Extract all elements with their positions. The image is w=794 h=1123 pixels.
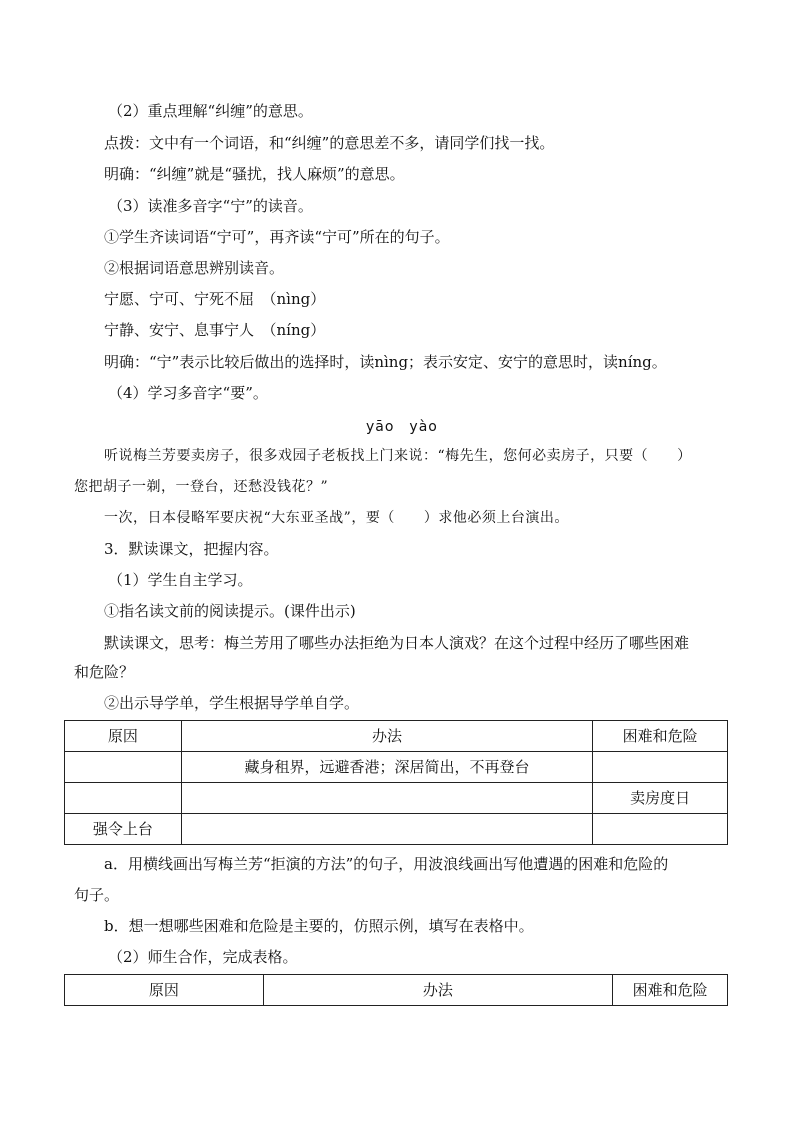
self-study-heading: （1）学生自主学习。 bbox=[108, 571, 253, 589]
table-header-row bbox=[65, 975, 728, 1006]
section-3-heading: （3）读准多音字“宁”的读音。 bbox=[108, 197, 313, 215]
table-cell bbox=[593, 814, 728, 845]
header-cell-reason: 原因 bbox=[65, 721, 182, 752]
collaboration-heading: （2）师生合作，完成表格。 bbox=[108, 948, 298, 966]
example-sentence-2: 一次，日本侵略军要庆祝“大东亚圣战”，要（ ）求他必须上台演出。 bbox=[104, 510, 569, 526]
header-cell-difficulty: 困难和危险 bbox=[593, 721, 728, 752]
example-sentence-1-cont: 您把胡子一剃，一登台，还愁没钱花？” bbox=[74, 479, 329, 495]
header-cell-method: 办法 bbox=[181, 721, 592, 752]
reading-hint: ①指名读文前的阅读提示。(课件出示) bbox=[104, 602, 356, 620]
question-paragraph-cont: 和危险？ bbox=[74, 663, 135, 681]
table-cell: 卖房度日 bbox=[593, 783, 728, 814]
task-a-paragraph: a．用横线画出写梅兰芳“拒演的方法”的句子，用波浪线画出写他遭遇的困难和危险的 bbox=[104, 855, 669, 873]
section-2-heading: （2）重点理解“纠缠”的意思。 bbox=[108, 102, 313, 120]
table-row bbox=[65, 783, 728, 814]
table-cell: 藏身租界，远避香港；深居简出，不再登台 bbox=[181, 752, 592, 783]
example-sentence-1: 听说梅兰芳要卖房子，很多戏园子老板找上门来说：“梅先生，您何必卖房子，只要（ ） bbox=[104, 448, 692, 464]
table-cell bbox=[65, 752, 182, 783]
table-cell bbox=[181, 783, 592, 814]
question-paragraph: 默读课文，思考：梅兰芳用了哪些办法拒绝为日本人演戏？在这个过程中经历了哪些困难 bbox=[104, 634, 690, 652]
section-4-heading: （4）学习多音字“要”。 bbox=[108, 384, 268, 402]
collab-table bbox=[64, 974, 728, 1006]
step-1-paragraph: ①学生齐读词语“宁可”，再齐读“宁可”所在的句子。 bbox=[104, 228, 450, 246]
clarification-paragraph: 明确：“纠缠”就是“骚扰，找人麻烦”的意思。 bbox=[104, 165, 405, 183]
table-cell bbox=[593, 752, 728, 783]
table-row bbox=[65, 752, 728, 783]
study-table bbox=[64, 720, 728, 845]
nning-words: 宁愿、宁可、宁死不屈 （nìng） bbox=[104, 290, 326, 308]
header-cell-difficulty: 困难和危险 bbox=[613, 975, 728, 1006]
table-header-row bbox=[65, 721, 728, 752]
guide-sheet-paragraph: ②出示导学单，学生根据导学单自学。 bbox=[104, 694, 360, 712]
step-2-paragraph: ②根据词语意思辨别读音。 bbox=[104, 259, 285, 277]
task-b-paragraph: b．想一想哪些困难和危险是主要的，仿照示例，填写在表格中。 bbox=[104, 917, 534, 935]
task-a-paragraph-cont: 句子。 bbox=[74, 886, 120, 904]
header-cell-reason: 原因 bbox=[65, 975, 264, 1006]
step-3-heading: 3．默读课文，把握内容。 bbox=[104, 540, 279, 558]
table-cell bbox=[181, 814, 592, 845]
hint-paragraph: 点拨：文中有一个词语，和“纠缠”的意思差不多，请同学们找一找。 bbox=[104, 134, 555, 152]
ning-words: 宁静、安宁、息事宁人 （níng） bbox=[104, 321, 326, 339]
table-row bbox=[65, 814, 728, 845]
table-cell: 强令上台 bbox=[65, 814, 182, 845]
pinyin-options: yāo yào bbox=[366, 419, 438, 435]
clarification-ning: 明确：“宁”表示比较后做出的选择时，读nìng；表示安定、安宁的意思时，读níng。 bbox=[104, 353, 667, 371]
table-cell bbox=[65, 783, 182, 814]
header-cell-method: 办法 bbox=[263, 975, 612, 1006]
